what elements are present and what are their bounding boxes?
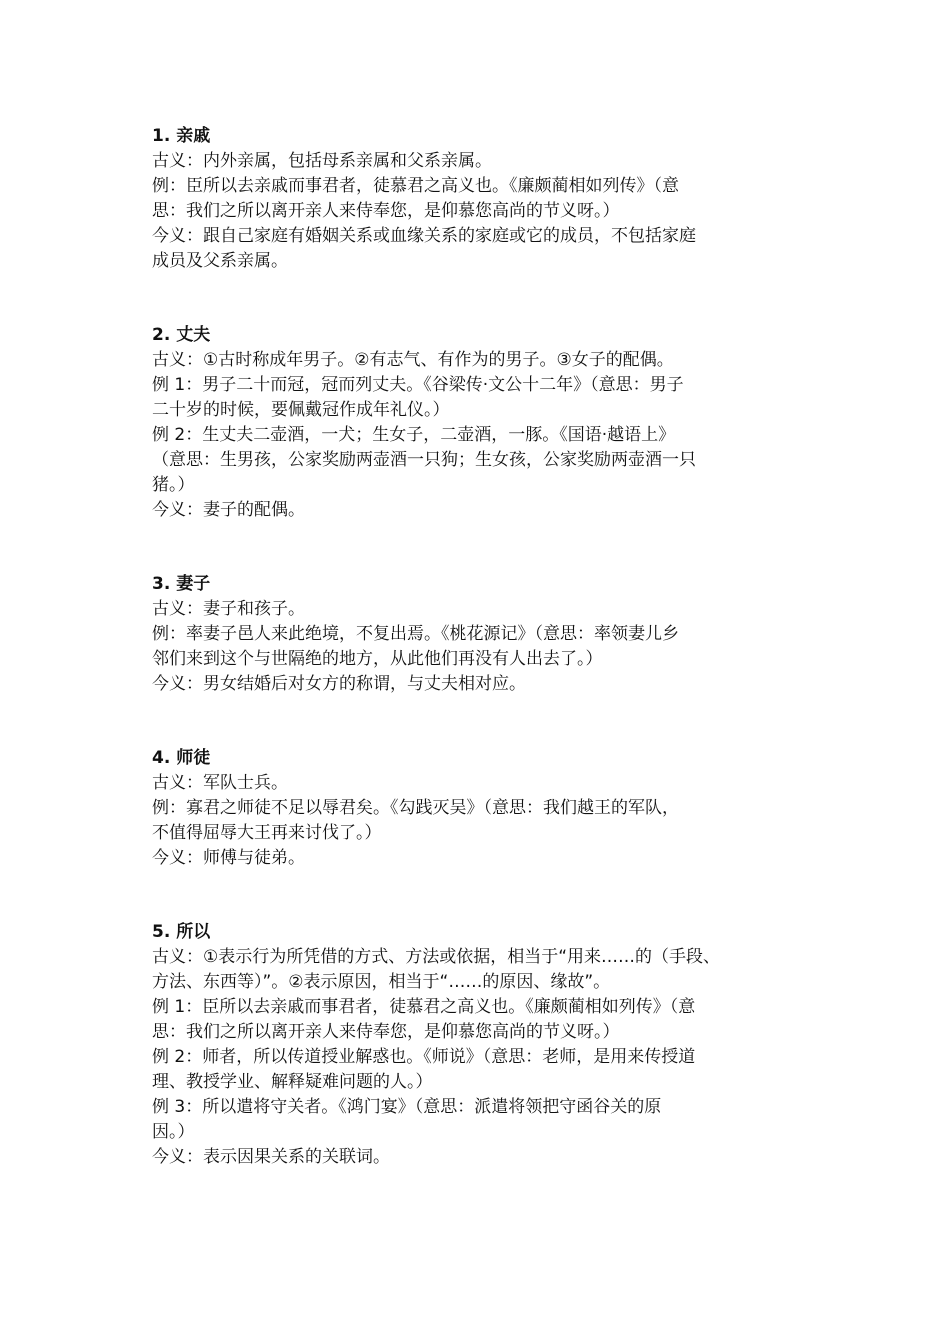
entry-line: 成员及父系亲属。 xyxy=(152,251,288,271)
entry-line: 例：臣所以去亲戚而事君者，徒慕君之高义也。《廉颇蔺相如列传》（意 xyxy=(152,176,679,196)
entry-line: 例 3：所以遣将守关者。《鸿门宴》（意思：派遣将领把守函谷关的原 xyxy=(152,1097,662,1117)
entry-line: 二十岁的时候，要佩戴冠作成年礼仪。） xyxy=(152,400,450,420)
entry-line: 例：寡君之师徒不足以辱君矣。《勾践灭吴》（意思：我们越王的军队， xyxy=(152,798,679,818)
entry-line: 例 2：师者，所以传道授业解惑也。《师说》（意思：老师，是用来传授道 xyxy=(152,1047,696,1067)
entry-line: 古义：①古时称成年男子。②有志气、有作为的男子。③女子的配偶。 xyxy=(152,350,674,370)
entry-line: 今义：跟自己家庭有婚姻关系或血缘关系的家庭或它的成员，不包括家庭 xyxy=(152,226,696,246)
entry-line: 例 1：臣所以去亲戚而事君者，徒慕君之高义也。《廉颇蔺相如列传》（意 xyxy=(152,997,696,1017)
entry-line: 思：我们之所以离开亲人来侍奉您，是仰慕您高尚的节义呀。） xyxy=(152,201,620,221)
entry-line: 邻们来到这个与世隔绝的地方，从此他们再没有人出去了。） xyxy=(152,649,603,669)
entry-line: 今义：表示因果关系的关联词。 xyxy=(152,1147,390,1167)
entry-line: 古义：内外亲属，包括母系亲属和父系亲属。 xyxy=(152,151,492,171)
entry-1 xyxy=(152,124,817,274)
entry-line: 思：我们之所以离开亲人来侍奉您，是仰慕您高尚的节义呀。） xyxy=(152,1022,620,1042)
entry-line: 例：率妻子邑人来此绝境，不复出焉。《桃花源记》（意思：率领妻儿乡 xyxy=(152,624,679,644)
entry-line: 今义：男女结婚后对女方的称谓，与丈夫相对应。 xyxy=(152,674,526,694)
entry-title: 1. 亲戚 xyxy=(152,126,211,146)
entry-2 xyxy=(152,323,817,523)
entry-line: 例 2：生丈夫二壶酒，一犬；生女子，二壶酒，一豚。《国语·越语上》 xyxy=(152,425,676,445)
document-page xyxy=(152,124,817,1170)
entry-line: 今义：师傅与徒弟。 xyxy=(152,848,305,868)
entry-line: （意思：生男孩，公家奖励两壶酒一只狗；生女孩，公家奖励两壶酒一只 xyxy=(152,450,696,470)
entry-line: 不值得屈辱大王再来讨伐了。） xyxy=(152,823,382,843)
entry-line: 古义：军队士兵。 xyxy=(152,773,288,793)
entry-5 xyxy=(152,920,817,1170)
entry-4 xyxy=(152,746,817,871)
entry-line: 理、教授学业、解释疑难问题的人。） xyxy=(152,1072,433,1092)
entry-line: 因。） xyxy=(152,1122,195,1142)
entry-line: 方法、东西等）”。②表示原因，相当于“……的原因、缘故”。 xyxy=(152,972,611,992)
entry-3 xyxy=(152,572,817,697)
entry-title: 4. 师徒 xyxy=(152,748,211,768)
entry-line: 猪。） xyxy=(152,475,195,495)
entry-line: 古义：①表示行为所凭借的方式、方法或依据，相当于“用来……的（手段、 xyxy=(152,947,721,967)
entry-line: 古义：妻子和孩子。 xyxy=(152,599,305,619)
entry-title: 3. 妻子 xyxy=(152,574,211,594)
entry-line: 例 1：男子二十而冠，冠而列丈夫。《谷梁传·文公十二年》（意思：男子 xyxy=(152,375,684,395)
entry-title: 5. 所以 xyxy=(152,922,211,942)
entry-line: 今义：妻子的配偶。 xyxy=(152,500,305,520)
entry-title: 2. 丈夫 xyxy=(152,325,211,345)
